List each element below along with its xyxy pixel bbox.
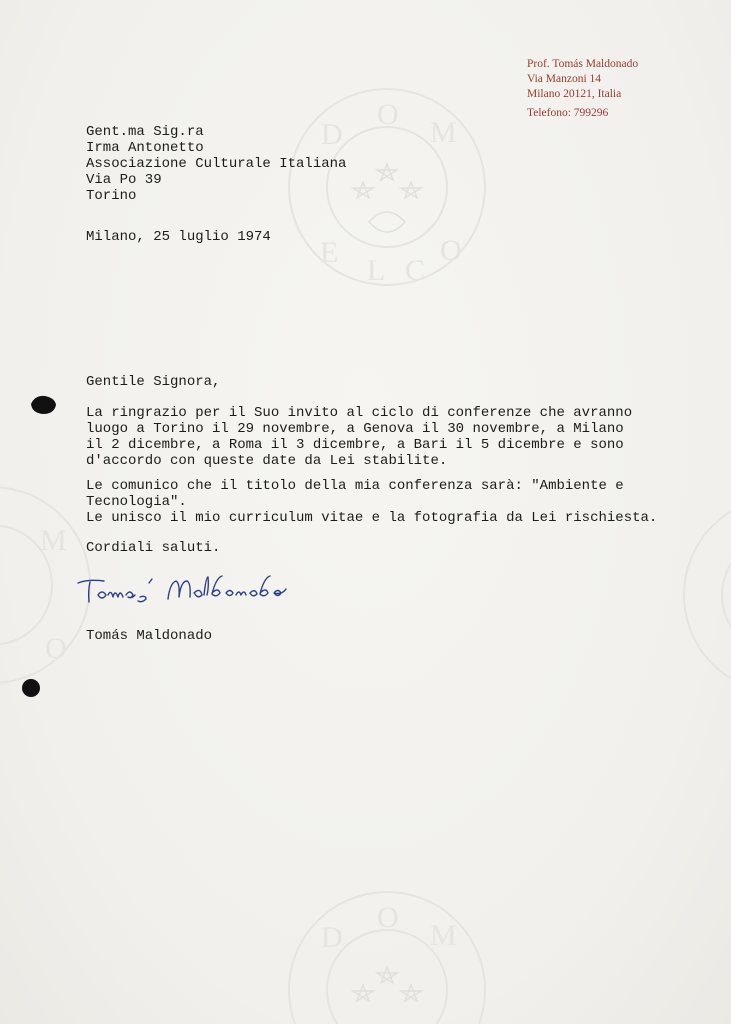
svg-text:O: O xyxy=(440,234,462,267)
body-line: Le unisco il mio curriculum vitae e la fotografia da Lei rischiesta. xyxy=(86,510,658,526)
salutation: Gentile Signora, xyxy=(86,374,221,390)
recipient-line: Torino xyxy=(86,188,137,204)
body-line: il 2 dicembre, a Roma il 3 dicembre, a Bari il 5 dicembre e sono xyxy=(86,437,624,453)
body-line: Le comunico che il titolo della mia conferenza sarà: "Ambiente e xyxy=(86,478,624,494)
body-line: Tecnologia". xyxy=(86,494,187,510)
svg-text:O: O xyxy=(45,632,67,665)
punch-hole-bottom xyxy=(18,676,44,700)
handwritten-signature xyxy=(74,569,334,611)
recipient-line: Irma Antonetto xyxy=(86,140,204,156)
closing: Cordiali saluti. xyxy=(86,540,221,556)
svg-text:D: D xyxy=(321,921,343,954)
recipient-line: Gent.ma Sig.ra xyxy=(86,124,204,140)
recipient-line: Via Po 39 xyxy=(86,172,162,188)
recipient-line: Associazione Culturale Italiana xyxy=(86,156,347,172)
letterhead xyxy=(527,57,727,121)
watermark-seal-bottom xyxy=(285,885,490,1024)
svg-text:L: L xyxy=(367,254,386,287)
body-line: luogo a Torino il 29 novembre, a Genova il 30 novembre, a Milano xyxy=(86,421,624,437)
svg-text:E: E xyxy=(320,236,339,269)
letterhead-phone: Telefono: 799296 xyxy=(527,107,609,119)
svg-text:O: O xyxy=(377,901,399,934)
svg-text:D: D xyxy=(321,118,343,151)
svg-text:M: M xyxy=(40,524,67,557)
watermark-text xyxy=(0,0,6,1)
letterhead-name: Prof. Tomás Maldonado xyxy=(527,58,639,70)
letterhead-street: Via Manzoni 14 xyxy=(527,73,602,85)
body-line: d'accordo con queste date da Lei stabilite. xyxy=(86,453,448,469)
recipient-address xyxy=(86,124,346,204)
svg-text:O: O xyxy=(377,98,399,131)
signed-name: Tomás Maldonado xyxy=(86,628,213,644)
body-paragraph-1 xyxy=(86,405,632,469)
letter-date: Milano, 25 luglio 1974 xyxy=(86,229,271,245)
letterhead-city: Milano 20121, Italia xyxy=(527,88,622,100)
svg-text:M: M xyxy=(430,919,457,952)
body-paragraph-2 xyxy=(86,478,657,526)
body-line: La ringrazio per il Suo invito al ciclo di conferenze che avranno xyxy=(86,405,633,421)
svg-text:C: C xyxy=(405,254,426,287)
watermark-seal-right xyxy=(680,490,731,700)
signature-text: Tomás Maldonado xyxy=(74,569,82,570)
svg-text:M: M xyxy=(430,116,457,149)
punch-hole-top xyxy=(28,392,60,418)
